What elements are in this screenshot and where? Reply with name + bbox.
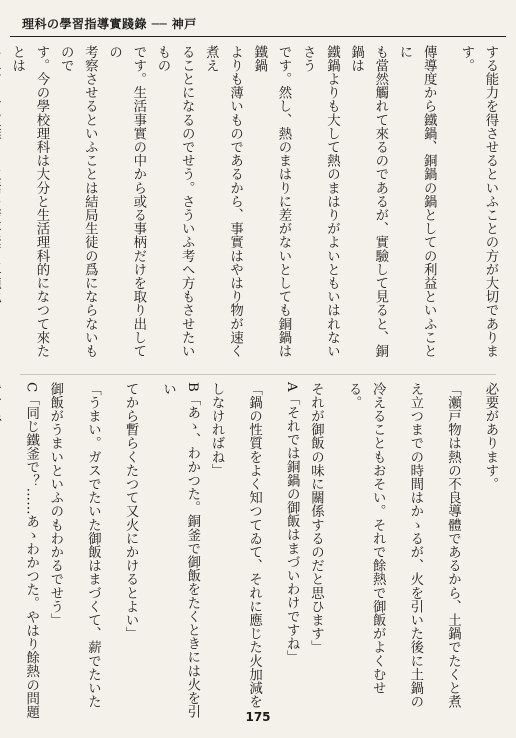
text-line: です。生活事實の中から或る事柄だけを取り出しての <box>106 45 146 358</box>
text-line: C「同じ鐵釜で？……あゝわかつた。やはり餘熱の問題 <box>23 382 39 719</box>
text-line: B「あゝ、わかつた。銅釜で御飯をたくときには火を引い <box>160 382 200 719</box>
text-line: しなければね」 <box>209 382 225 478</box>
text-line: 「鍋の性質をよく知つてゐて、それに應じた火加減を <box>246 382 262 709</box>
text-line: 考察させるといふことは結局生徒の爲にならないもので <box>58 45 98 358</box>
text-line: え立つまでの時間はかゝるが、火を引いた後に土鍋の <box>407 382 423 709</box>
text-line: す。今の學校理科は大分と生活理科的になつて來たとは <box>9 45 49 358</box>
section-divider <box>20 374 496 375</box>
text-line: です。然し、熱のまはりに差がないとしても銅鍋は鐵鍋 <box>251 45 291 358</box>
text-line: 「瀬戸物は熱の不良導體であるから、土鍋でたくと煮 <box>445 382 461 709</box>
text-line: も當然觸れて來るのであるが、實驗して見ると、銅鍋は <box>348 45 388 358</box>
upper-text-block <box>8 45 502 367</box>
text-line: てから暫らくたつて又火にかけるとよい」 <box>123 382 139 641</box>
text-line <box>0 382 18 720</box>
text-line: 御飯がうまいといふのもわかるでせう」 <box>47 382 63 627</box>
text-line: それが御飯の味に關係するのだと思ひます」 <box>308 382 324 654</box>
lower-text-block <box>8 382 502 720</box>
text-line: A「それでは銅鍋の御飯はまづいわけですね」 <box>284 382 300 664</box>
text-line: 鐵鍋よりも大して熱のまはりがよいともいはれないさう <box>300 45 340 358</box>
text-line <box>0 45 5 367</box>
text-line: 冷えることもおそい。それで餘熱で御飯がよくむせる。 <box>346 382 386 695</box>
text-line: 「うまい。ガスでたいた御飯はまづくて、薪でたいた <box>85 382 101 709</box>
running-header <box>10 12 506 37</box>
text-line: 傳導度から鐵鍋、銅鍋の鍋としての利益といふことに <box>397 45 437 358</box>
page-number: 175 <box>245 710 271 724</box>
text-line: する能力を得させるといふことの方が大切であります。 <box>458 45 498 358</box>
text-line: 必要があります。 <box>483 382 498 491</box>
running-title: 理科の學習指導實踐錄 ── 神戸 <box>22 17 197 31</box>
text-line: ることになるのでせう。さういふ考へ方もさせたいもの <box>154 45 195 358</box>
text-line: よりも薄いものであるから、事實はやはり物が速く煮え <box>203 45 243 358</box>
